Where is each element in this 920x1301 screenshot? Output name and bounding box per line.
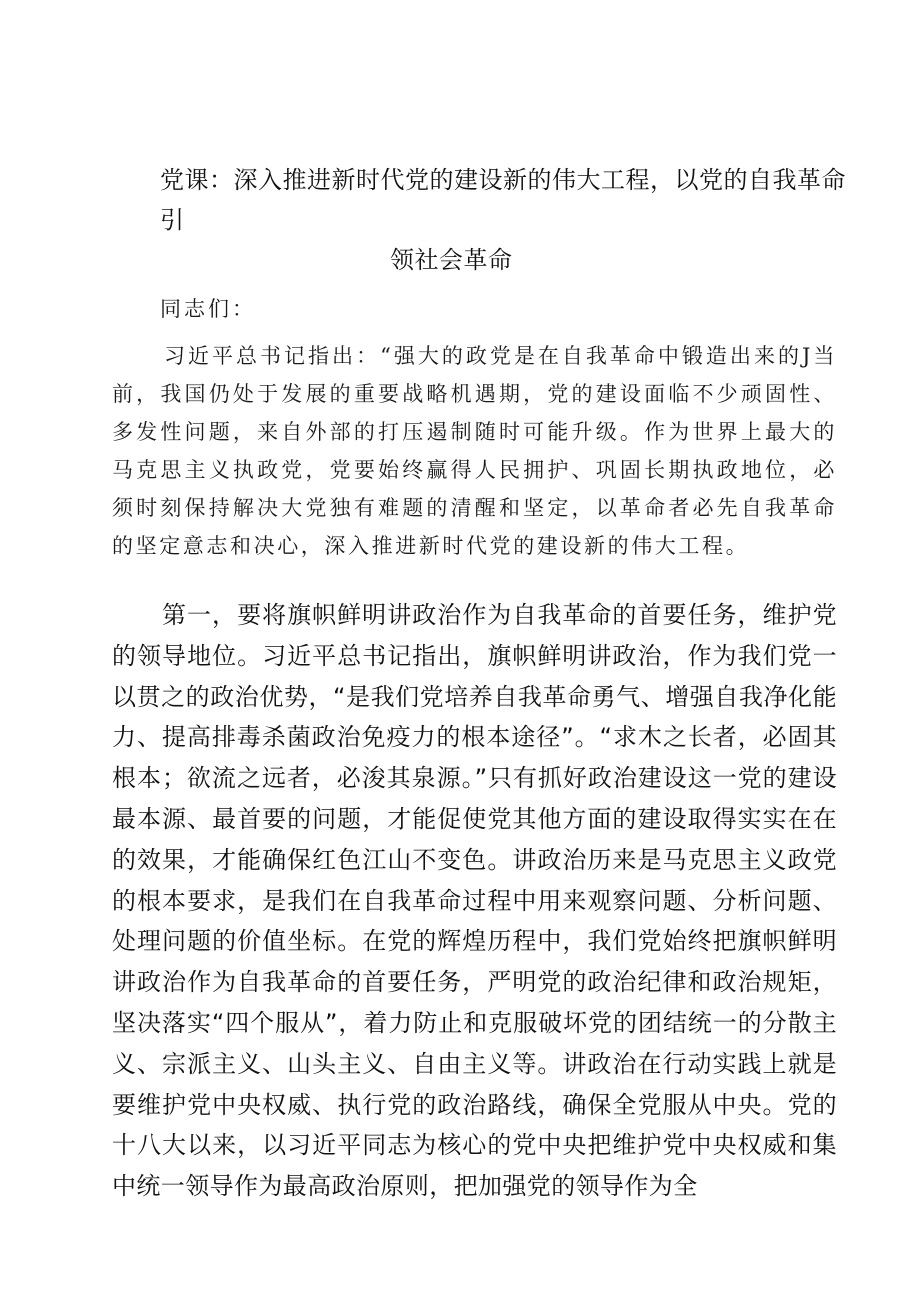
title-line-1: 党课：深入推进新时代党的建设新的伟大工程，以党的自我革命引 bbox=[160, 166, 846, 234]
salutation: 同志们： bbox=[160, 297, 256, 321]
intro-paragraph: 习近平总书记指出：“强大的政党是在自我革命中锻造出来的J当前，我国仍处于发展的重要战略机遇期，党的建设面临不少顽固性、多发性问题，来自外部的打压遏制随时可能升级。作为世界上最大的马克思主义执政党，党要始终赢得人民拥护、巩固长期执政地位，必须时刻保持解决大党独有难题的清醒和坚定，以革命者必先自我革命的坚定意志和决心，深入推进新时代党的建设新的伟大工程。 bbox=[112, 344, 837, 558]
title-line-2: 领社会革命 bbox=[390, 246, 513, 274]
body-paragraph: 第一，要将旗帜鲜明讲政治作为自我革命的首要任务，维护党的领导地位。习近平总书记指出，旗帜鲜明讲政治，作为我们党一以贯之的政治优势，“是我们党培养自我革命勇气、增强自我净化能力、提高排毒杀菌政治免疫力的根本途径”。“求木之长者，必固其根本；欲流之远者，必浚其泉源。”只有抓好政治建设这一党的建设最本源、最首要的问题，才能促使党其他方面的建设取得实实在在的效果，才能确保红色江山不变色。讲政治历来是马克思主义政党的根本要求，是我们在自我革命过程中用来观察问题、分析问题、处理问题的价值坐标。在党的辉煌历程中，我们党始终把旗帜鲜明讲政治作为自我革命的首要任务，严明党的政治纪律和政治规矩，坚决落实“四个服从”，着力防止和克服破坏党的团结统一的分散主义、宗派主义、山头主义、自由主义等。讲政治在行动实践上就是要维护党中央权威、执行党的政治路线，确保全党服从中央。党的十八大以来，以习近平同志为核心的党中央把维护党中央权威和集中统一领导作为最高政治原则，把加强党的领导作为全 bbox=[112, 601, 837, 1201]
document-title bbox=[160, 160, 850, 280]
